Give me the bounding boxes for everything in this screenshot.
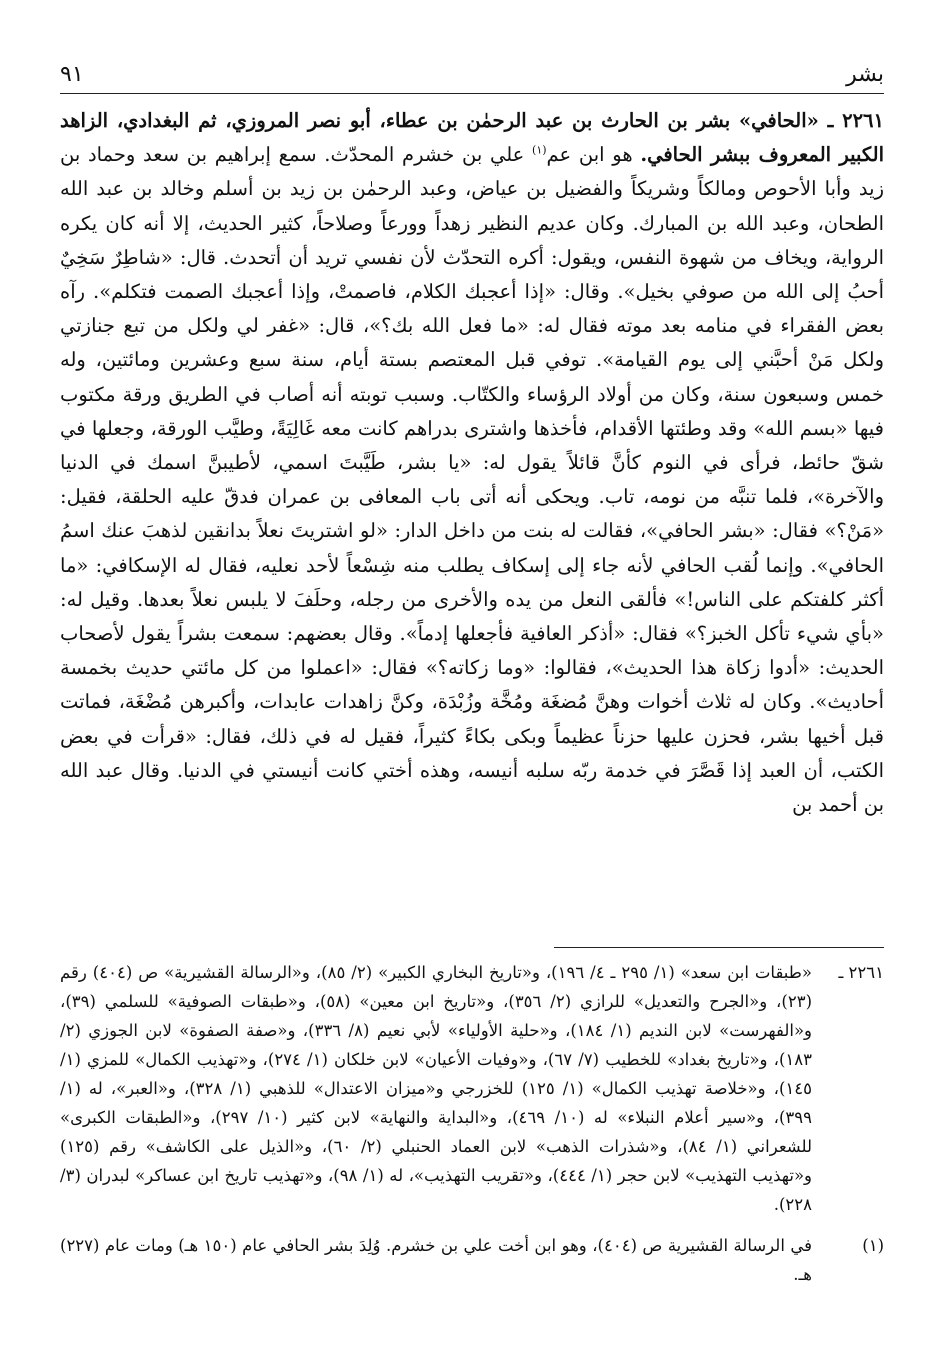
footnote-text: في الرسالة القشيرية ص (٤٠٤)، وهو ابن أخت علي بن خشرم. وُلِدَ بشر الحافي عام (١٥٠ هـ) ومات عام (٢٢٧) هـ. — [60, 1236, 812, 1284]
biography-entry — [60, 104, 884, 822]
page-number: ٩١ — [60, 62, 84, 87]
running-header — [60, 50, 884, 94]
footnote-separator — [554, 947, 884, 948]
footnote-number: (١) — [862, 1236, 884, 1255]
sources-text: «طبقات ابن سعد» (١/ ٢٩٥ ـ ٤/ ١٩٦)، و«تاريخ البخاري الكبير» (٢/ ٨٥)، و«الرسالة القشيرية» ص (٤٠٤) رقم (٢٣)، و«الجرح والتعديل» للرازي (٢/ ٣٥٦)، و«تاريخ ابن معين» (٥٨)، و«طبقات الصوفية» للسلمي (٣٩)، و«الفهرست» لابن النديم (١/ ١٨٤)، و«حلية الأولياء» لأبي نعيم (٨/ ٣٣٦)، و«صفة الصفوة» لابن الجوزي (٢/ ١٨٣)، و«تاريخ بغداد» للخطيب (٧/ ٦٧)، و«وفيات الأعيان» لابن خلكان (١/ ٢٧٤)، و«تهذيب الكمال» للمزي (١/ ١٤٥)، و«خلاصة تهذيب الكمال» (١/ ١٢٥) للخزرجي و«ميزان الاعتدال» للذهبي (١/ ٣٢٨)، و«العبر»، له (١/ ٣٩٩)، و«سير أعلام النبلاء» له (١٠/ ٤٦٩)، و«البداية والنهاية» لابن كثير (١٠/ ٢٩٧)، و«الطبقات الكبرى» للشعراني (١/ ٨٤)، و«شذرات الذهب» لابن العماد الحنبلي (٢/ ٦٠)، و«الذيل على الكاشف» رقم (١٢٥) و«تهذيب التهذيب» لابن حجر (١/ ٤٤٤)، و«تقريب التهذيب»، له (١/ ٩٨)، و«تهذيب تاريخ ابن عساكر» لبدران (٣/ ٢٢٨). — [60, 963, 813, 1214]
running-title: بشر — [846, 62, 884, 87]
notes-area — [60, 958, 884, 1289]
entry-intro: هو ابن عم — [546, 143, 641, 167]
sources-number: ٢٢٦١ ـ — [838, 963, 884, 982]
footnote-1 — [60, 1231, 884, 1289]
entry-heading: ٢٢٦١ ـ «الحافي» بشر بن الحارث بن عبد الرحمٰن بن عطاء، أبو نصر المروزي، ثم البغدادي، الزاهد الكبير المعروف ببشر الحافي. — [60, 109, 885, 167]
sources-note — [60, 958, 884, 1219]
entry-body: علي بن خشرم المحدّث. سمع إبراهيم بن سعد وحماد بن زيد وأبا الأحوص ومالكاً وشريكاً والفضيل بن عياض، وعبد الرحمٰن بن زيد بن أسلم وخالد بن عبد الله الطحان، وعبد الله بن المبارك. وكان عديم النظير زهداً وورعاً وصلاحاً، كثير الحديث، إلا أنه كان يكره الرواية، ويخاف من شهوة النفس، ويقول: أكره التحدّث لأن نفسي تريد أن أتحدث. قال: «شاطِرٌ سَخِيٌ أحبُ إلى الله من صوفي بخيل». وقال: «إذا أعجبك الكلام، فاصمتْ، وإذا أعجبك الصمت فتكلم». رآه بعض الفقراء في منامه بعد موته فقال له: «ما فعل الله بك؟»، قال: «غفر لي ولكل من تبع جنازتي ولكل مَنْ أحبَّني إلى يوم القيامة». توفي قبل المعتصم بستة أيام، سنة سبع وعشرين ومائتين، وله خمس وسبعون سنة، وكان من أولاد الرؤساء والكتّاب. وسبب توبته أنه أصاب في الطريق ورقة مكتوب فيها «بسم الله» وقد وطئتها الأقدام، فأخذها واشترى بدراهم كانت معه غَالِيَةً، وطيَّب الورقة، وجعلها في شقّ حائط، فرأى في النوم كأنَّ قائلاً يقول له: «يا بشر، طَيَّبتَ اسمي، لأطيبنَّ اسمك في الدنيا والآخرة»، فلما تنبَّه من نومه، تاب. ويحكى أنه أتى باب المعافى بن عمران فدقّ عليه الحلقة، فقيل: «مَنْ؟» فقال: «بشر الحافي»، فقالت له بنت من داخل الدار: «لو اشتريتَ نعلاً بدانقين لذهبَ عنك اسمُ الحافي». وإنما لُقب الحافي لأنه جاء إلى إسكاف يطلب منه شِسْعاً لأحد نعليه، فقال له الإسكافي: «ما أكثر كلفتكم على الناس!» فألقى النعل من يده والأخرى من رجله، وحلَفَ لا يلبس نعلاً بعدها. وقيل له: «بأي شيء تأكل الخبز؟» فقال: «أذكر العافية فأجعلها إدماً». وقال بعضهم: سمعت بشراً يقول لأصحاب الحديث: «أدوا زكاة هذا الحديث»، فقالوا: «وما زكاته؟» فقال: «اعملوا من كل مائتي حديث بخمسة أحاديث». وكان له ثلاث أخوات وهنَّ مُضغَة ومُخَّة وزُبْدَة، وكنَّ زاهدات عابدات، وأكبرهن مُضْغَة، فماتت قبل أخيها بشر، فحزن عليها حزناً عظيماً وبكى بكاءً كثيراً، فقيل له في ذلك، فقال: «قرأت في بعض الكتب، أن العبد إذا قَصَّرَ في خدمة ربّه سلبه أنيسه، وهذه أختي كانت أنيستي في الدنيا. وقال عبد الله بن أحمد بن — [60, 143, 884, 817]
footnote-marker: (١) — [532, 143, 547, 157]
entry-paragraph — [60, 104, 884, 822]
